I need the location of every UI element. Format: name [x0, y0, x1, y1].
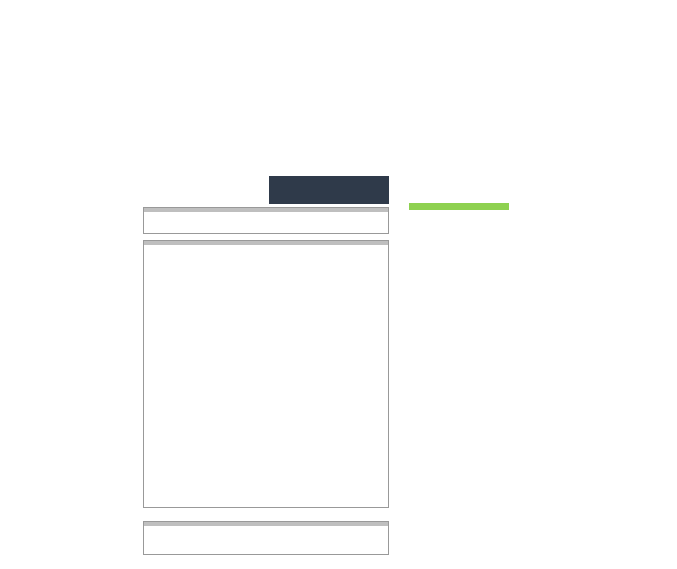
net-worth-statement: [409, 170, 657, 530]
expenses-section: [143, 240, 389, 508]
income-section: [143, 207, 389, 234]
budget-banner: [269, 176, 389, 204]
nw-title: [409, 203, 509, 210]
budget-logo: [145, 174, 205, 208]
income-header: [144, 208, 388, 212]
savings-header: [144, 522, 388, 526]
networth-logo: [424, 172, 484, 206]
expenses-header: [144, 241, 388, 245]
savings-section: [143, 521, 389, 555]
budget-schedule: [143, 170, 389, 558]
